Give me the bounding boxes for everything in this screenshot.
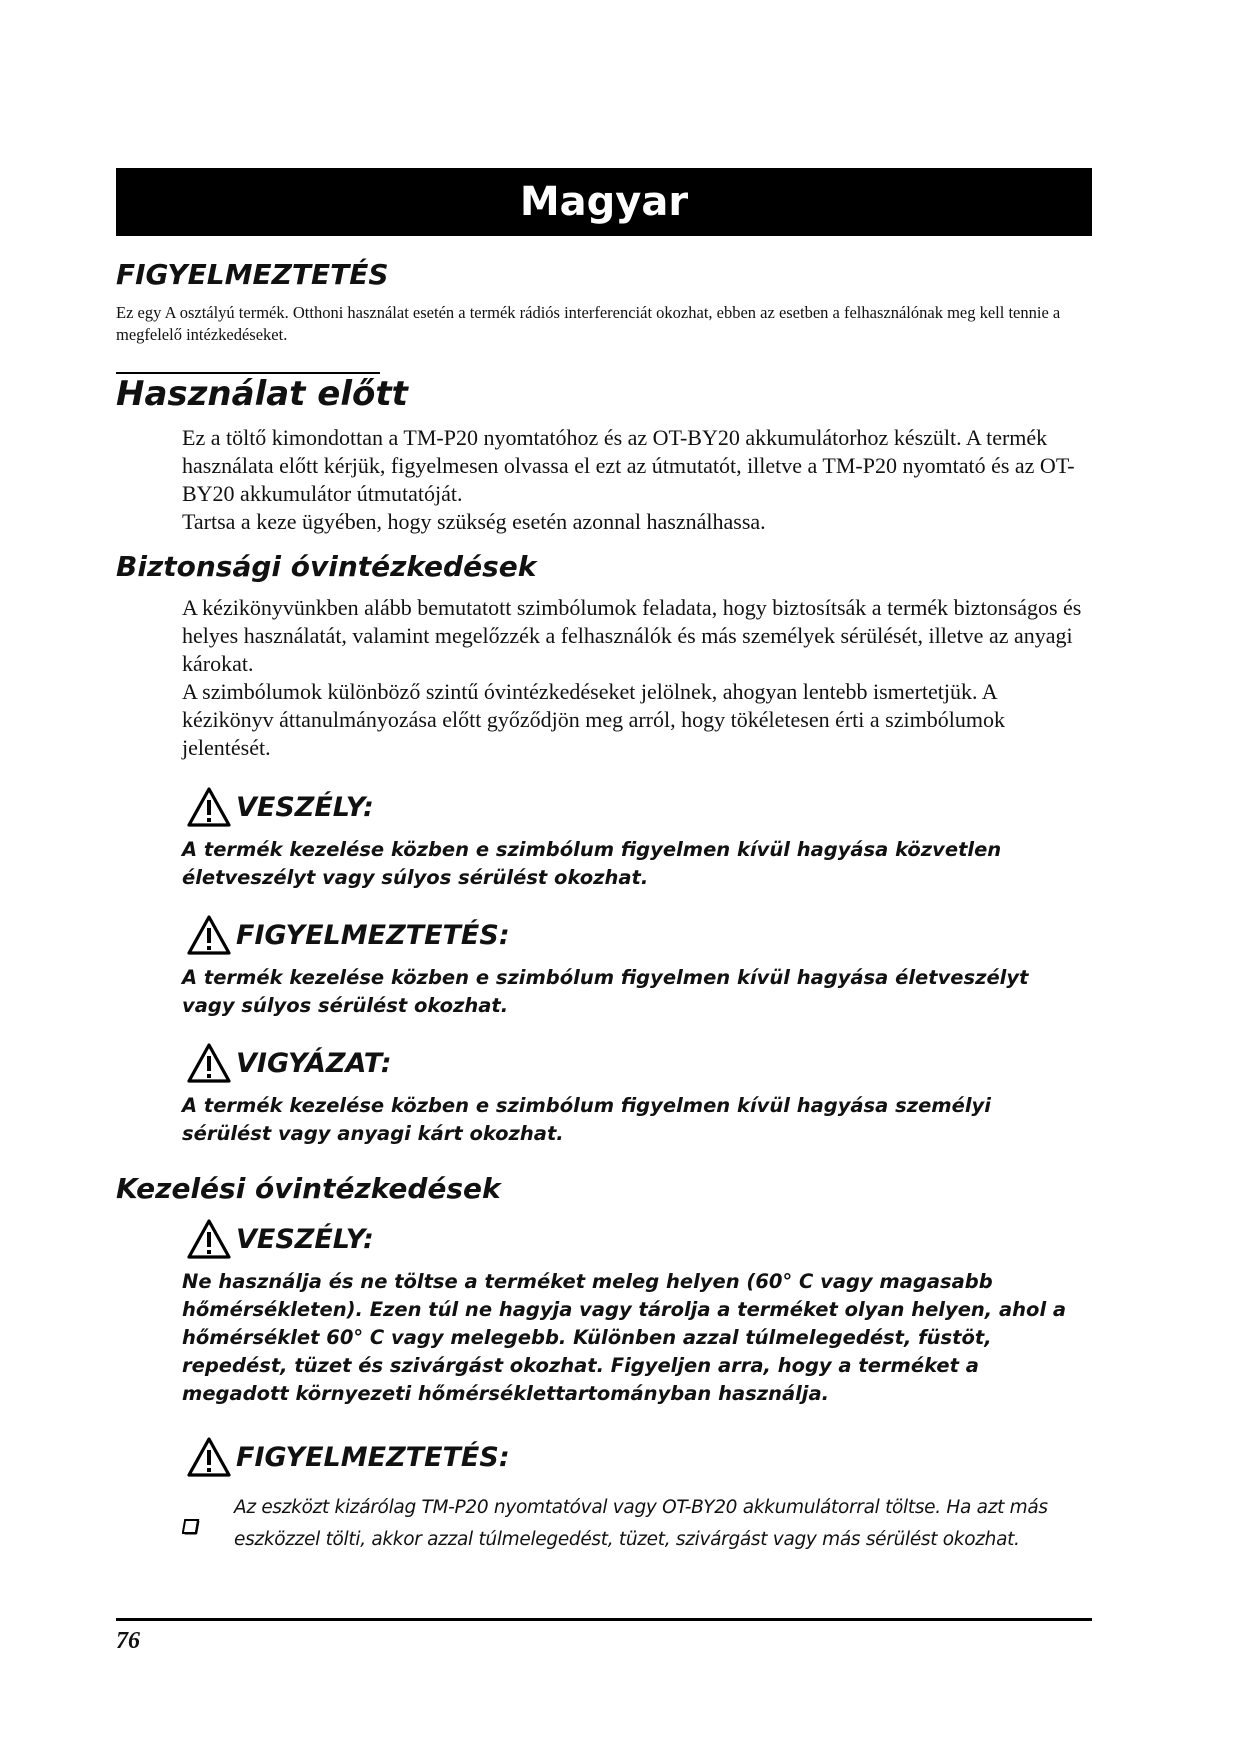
warning-label: FIGYELMEZTETÉS: <box>236 919 510 951</box>
notice-heading: FIGYELMEZTETÉS <box>116 258 389 291</box>
caution-description: A termék kezelése közben e szimbólum figyelmen kívül hagyása személyi sérülést vagy anyagi kárt okozhat. <box>182 1094 991 1145</box>
before-use-paragraph: Tartsa a keze ügyében, hogy szükség esetén azonnal használhassa. <box>182 509 766 534</box>
section-heading-handling: Kezelési óvintézkedések <box>116 1172 501 1205</box>
before-use-paragraph: Ez a töltő kimondottan a TM-P20 nyomtatóhoz és az OT-BY20 akkumulátorhoz készült. A termék használata előtt kérjük, figyelmesen olvassa el ezt az útmutatót, illetve a TM-P20 nyomtató és az OT-BY20 akkumulátor útmutatóját. <box>182 425 1075 506</box>
danger-label: VESZÉLY: <box>236 791 374 823</box>
caution-label: VIGYÁZAT: <box>236 1047 392 1079</box>
section-heading-safety: Biztonsági óvintézkedések <box>116 550 537 583</box>
safety-paragraph: A kézikönyvünkben alább bemutatott szimbólumok feladata, hogy biztosítsák a termék biztonságos és helyes használatát, valamint megelőzzék a felhasználók és más személyek sérülését, illetve az anyagi károkat. <box>182 595 1082 676</box>
warning-triangle-icon <box>186 1436 232 1478</box>
handling-warning-signal <box>186 1436 510 1478</box>
checkbox-bullet-icon <box>182 1496 204 1556</box>
safety-paragraph: A szimbólumok különböző szintű óvintézkedéseket jelölnek, ahogyan lentebb ismertetjük. A kézikönyv áttanulmányozása előtt győződjön meg arról, hogy tökéletesen érti a szimbólumok jelentését. <box>182 679 1005 760</box>
language-banner: Magyar <box>116 168 1092 236</box>
notice-text: Ez egy A osztályú termék. Otthoni használat esetén a termék rádiós interferenciát okozhat, ebben az esetben a felhasználónak meg kell tennie a megfelelő intézkedéseket. <box>116 303 1061 344</box>
page-number: 76 <box>116 1628 140 1654</box>
warning-triangle-icon <box>186 1218 232 1260</box>
warning-triangle-icon <box>186 786 232 828</box>
section-heading-before-use: Használat előtt <box>116 374 408 414</box>
handling-danger-label: VESZÉLY: <box>236 1223 374 1255</box>
danger-description: A termék kezelése közben e szimbólum figyelmen kívül hagyása közvetlen életveszélyt vagy súlyos sérülést okozhat. <box>182 838 1002 889</box>
warning-triangle-icon <box>186 1042 232 1084</box>
before-use-body <box>182 424 1092 536</box>
caution-signal <box>186 1042 392 1084</box>
warning-triangle-icon <box>186 914 232 956</box>
warning-signal <box>186 914 510 956</box>
list-item <box>182 1492 1082 1556</box>
warning-description: A termék kezelése közben e szimbólum figyelmen kívül hagyása életveszélyt vagy súlyos sérülést okozhat. <box>182 966 1029 1017</box>
handling-warning-label: FIGYELMEZTETÉS: <box>236 1441 510 1473</box>
bullet-text: Az eszközt kizárólag TM-P20 nyomtatóval vagy OT-BY20 akkumulátorral töltse. Ha azt más eszközzel tölti, akkor azzal túlmelegedést, tüzet, szivárgást vagy más sérülést okozhat. <box>234 1497 1048 1550</box>
handling-danger-description: Ne használja és ne töltse a terméket meleg helyen (60° C vagy magasabb hőmérsékleten). Ezen túl ne hagyja vagy tárolja a terméket olyan helyen, ahol a hőmérséklet 60° C vagy melegebb. Különben azzal túlmelegedést, füstöt, repedést, tüzet és szivárgást okozhat. Figyeljen arra, hogy a terméket a megadott környezeti hőmérséklettartományban használja. <box>182 1270 1067 1405</box>
footer-rule <box>116 1618 1092 1621</box>
danger-signal <box>186 786 374 828</box>
safety-body <box>182 594 1092 762</box>
handling-danger-signal <box>186 1218 374 1260</box>
